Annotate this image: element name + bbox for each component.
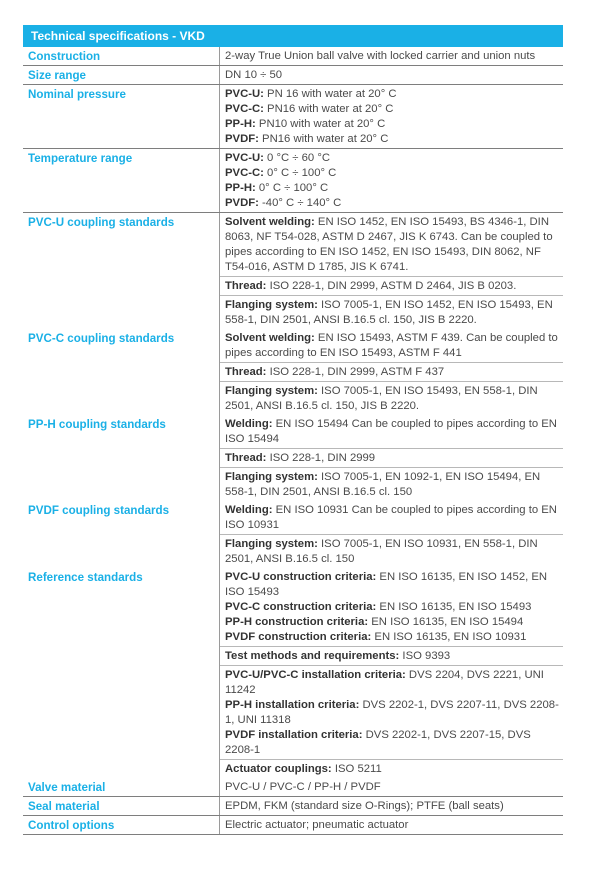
spec-value (220, 296, 564, 330)
spec-text: ISO 7005-1, EN ISO 10931, EN 558-1, DIN 2501, ANSI B.16.5 cl. 150 (225, 538, 538, 565)
spec-value (220, 647, 564, 666)
spec-key: Flanging system: (225, 471, 318, 483)
spec-value-line (225, 331, 560, 361)
spec-text: DN 10 ÷ 50 (225, 69, 283, 81)
spec-value-line (225, 417, 560, 447)
spec-text: ISO 7005-1, EN ISO 15493, EN 558-1, DIN 2501, ANSI B.16.5 cl. 150, JIS B 2220. (225, 385, 538, 412)
spec-value (220, 501, 564, 535)
spec-key: Thread: (225, 366, 267, 378)
spec-value-line (225, 470, 560, 500)
spec-value-line (225, 728, 560, 758)
spec-row (23, 501, 563, 535)
spec-key: PP-H installation criteria: (225, 699, 360, 711)
spec-text: PVC-U / PVC-C / PP-H / PVDF (225, 781, 381, 793)
spec-label: Valve material (23, 778, 220, 797)
spec-value (220, 382, 564, 416)
spec-text: EN ISO 15494 Can be coupled to pipes according to EN ISO 15494 (225, 418, 557, 445)
spec-key: Thread: (225, 280, 267, 292)
spec-value (220, 449, 564, 468)
spec-text: EN ISO 16135, EN ISO 1452, EN ISO 15493 (225, 571, 548, 598)
spec-key: PP-H: (225, 118, 256, 130)
spec-value-line (225, 166, 560, 181)
spec-row (23, 816, 563, 835)
table-title: Technical specifications - VKD (23, 25, 563, 47)
spec-value (220, 778, 564, 797)
spec-key: PP-H: (225, 182, 256, 194)
spec-key: Flanging system: (225, 385, 318, 397)
spec-text: ISO 9393 (399, 650, 451, 662)
spec-text: PN16 with water at 20° C (263, 103, 394, 115)
spec-key: Actuator couplings: (225, 763, 332, 775)
spec-sheet (23, 25, 563, 835)
spec-key: PVC-C: (225, 103, 264, 115)
spec-value (220, 66, 564, 85)
spec-row (23, 797, 563, 816)
spec-key: Solvent welding: (225, 332, 315, 344)
spec-text: DVS 2202-1, DVS 2207-11, DVS 2208-1, UNI 11318 (225, 699, 559, 726)
spec-value-line (225, 451, 560, 466)
spec-key: PVC-U construction criteria: (225, 571, 377, 583)
spec-value-line (225, 503, 560, 533)
spec-row (23, 415, 563, 449)
spec-value-line (225, 215, 560, 275)
spec-value-line (225, 668, 560, 698)
spec-text: EN ISO 1452, EN ISO 15493, BS 4346-1, DIN 8063, NF T54-028, ASTM D 2467, JIS K 6743. Can be coupled to pipes according to EN ISO 1452, EN ISO 15493, DIN 8062, NF T54-016, ASTM D 1785, JIS K 6741. (225, 216, 553, 273)
spec-key: Flanging system: (225, 299, 318, 311)
spec-text: EN ISO 16135, EN ISO 15493 (376, 601, 532, 613)
spec-value-line (225, 780, 560, 795)
spec-value-line (225, 600, 560, 615)
spec-text: ISO 5211 (331, 763, 382, 775)
spec-text: -40° C ÷ 140° C (258, 197, 342, 209)
spec-label: PVDF coupling standards (23, 501, 220, 568)
spec-value-line (225, 68, 560, 83)
spec-text: ISO 228-1, DIN 2999, ASTM F 437 (266, 366, 445, 378)
spec-key: PVDF: (225, 197, 259, 209)
spec-text: ISO 7005-1, EN ISO 1452, EN ISO 15493, EN 558-1, DIN 2501, ANSI B.16.5 cl. 150, JIS B 2220. (225, 299, 553, 326)
spec-text: PN16 with water at 20° C (258, 133, 389, 145)
spec-value-line (225, 298, 560, 328)
spec-label: PP-H coupling standards (23, 415, 220, 501)
spec-value-line (225, 132, 560, 147)
spec-value (220, 535, 564, 569)
spec-row (23, 85, 563, 149)
spec-value-line (225, 649, 560, 664)
spec-label: PVC-U coupling standards (23, 213, 220, 330)
spec-value (220, 468, 564, 502)
spec-label: Nominal pressure (23, 85, 220, 149)
spec-value-line (225, 570, 560, 600)
spec-value (220, 149, 564, 213)
spec-key: PVC-U/PVC-C installation criteria: (225, 669, 406, 681)
spec-value-line (225, 384, 560, 414)
spec-value (220, 85, 564, 149)
spec-text: EN ISO 16135, EN ISO 10931 (371, 631, 527, 643)
spec-text: PN 16 with water at 20° C (263, 88, 397, 100)
spec-key: Thread: (225, 452, 267, 464)
spec-label: Control options (23, 816, 220, 835)
spec-value-line (225, 537, 560, 567)
spec-text: DVS 2204, DVS 2221, UNI 11242 (225, 669, 544, 696)
spec-key: PVC-U: (225, 88, 264, 100)
spec-table (23, 47, 563, 835)
spec-key: Welding: (225, 504, 273, 516)
spec-text: Electric actuator; pneumatic actuator (225, 819, 409, 831)
spec-value (220, 760, 564, 779)
spec-value-line (225, 630, 560, 645)
spec-value (220, 277, 564, 296)
spec-key: PVC-C construction criteria: (225, 601, 377, 613)
spec-value-line (225, 117, 560, 132)
spec-text: 0 °C ÷ 60 °C (263, 152, 331, 164)
spec-text: EPDM, FKM (standard size O-Rings); PTFE (ball seats) (225, 800, 504, 812)
spec-key: PVDF: (225, 133, 259, 145)
spec-value (220, 47, 564, 66)
spec-key: Flanging system: (225, 538, 318, 550)
spec-text: PN10 with water at 20° C (255, 118, 386, 130)
spec-row (23, 66, 563, 85)
spec-text: DVS 2202-1, DVS 2207-15, DVS 2208-1 (225, 729, 531, 756)
spec-label: Seal material (23, 797, 220, 816)
spec-value-line (225, 698, 560, 728)
spec-row (23, 47, 563, 66)
spec-value-line (225, 151, 560, 166)
spec-row (23, 778, 563, 797)
spec-key: PVC-U: (225, 152, 264, 164)
spec-text: EN ISO 16135, EN ISO 15494 (368, 616, 524, 628)
spec-text: 0° C ÷ 100° C (255, 182, 329, 194)
spec-label: Construction (23, 47, 220, 66)
spec-text: EN ISO 15493, ASTM F 439. Can be coupled to pipes according to EN ISO 15493, ASTM F 441 (225, 332, 558, 359)
spec-text: 0° C ÷ 100° C (263, 167, 337, 179)
spec-text: ISO 228-1, DIN 2999, ASTM D 2464, JIS B 0203. (266, 280, 517, 292)
spec-value-line (225, 615, 560, 630)
spec-table-body (23, 47, 563, 835)
spec-key: Solvent welding: (225, 216, 315, 228)
spec-value-line (225, 181, 560, 196)
spec-value (220, 666, 564, 760)
spec-value (220, 568, 564, 647)
spec-key: Test methods and requirements: (225, 650, 400, 662)
spec-row (23, 329, 563, 363)
spec-value (220, 213, 564, 277)
spec-key: Welding: (225, 418, 273, 430)
spec-label: Temperature range (23, 149, 220, 213)
spec-value-line (225, 196, 560, 211)
spec-text: ISO 7005-1, EN 1092-1, EN ISO 15494, EN 558-1, DIN 2501, ANSI B.16.5 cl. 150 (225, 471, 541, 498)
spec-value-line (225, 87, 560, 102)
spec-label: Reference standards (23, 568, 220, 778)
spec-value (220, 816, 564, 835)
spec-key: PP-H construction criteria: (225, 616, 369, 628)
spec-value (220, 797, 564, 816)
spec-key: PVDF installation criteria: (225, 729, 363, 741)
spec-value (220, 415, 564, 449)
spec-value-line (225, 762, 560, 777)
spec-text: EN ISO 10931 Can be coupled to pipes according to EN ISO 10931 (225, 504, 557, 531)
spec-value-line (225, 279, 560, 294)
spec-key: PVC-C: (225, 167, 264, 179)
spec-label: PVC-C coupling standards (23, 329, 220, 415)
spec-row (23, 568, 563, 647)
spec-label: Size range (23, 66, 220, 85)
spec-value-line (225, 818, 560, 833)
spec-value-line (225, 102, 560, 117)
spec-value-line (225, 49, 560, 64)
spec-text: 2-way True Union ball valve with locked carrier and union nuts (225, 50, 536, 62)
spec-value-line (225, 799, 560, 814)
spec-row (23, 213, 563, 277)
spec-value (220, 363, 564, 382)
spec-value-line (225, 365, 560, 380)
spec-key: PVDF construction criteria: (225, 631, 372, 643)
spec-value (220, 329, 564, 363)
spec-row (23, 149, 563, 213)
spec-text: ISO 228-1, DIN 2999 (266, 452, 376, 464)
